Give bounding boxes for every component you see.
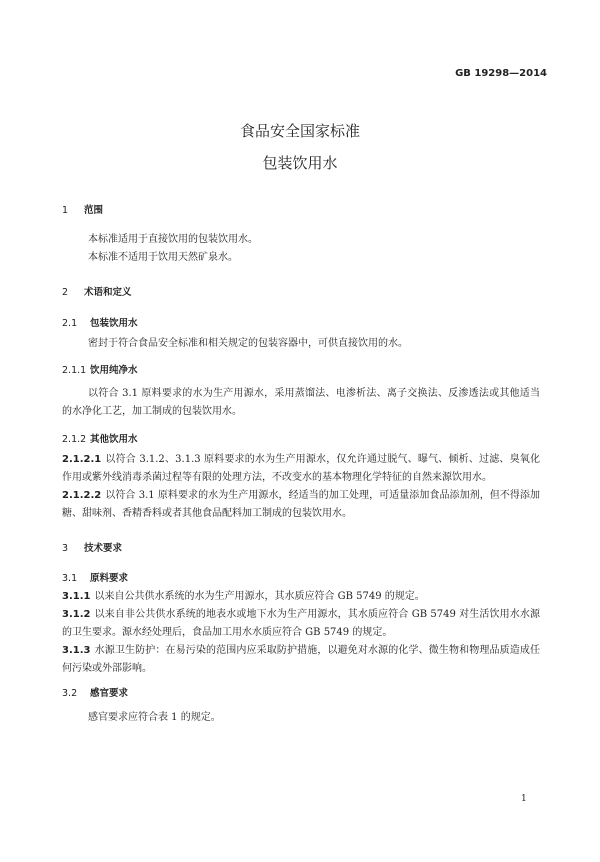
clause-3-1-2: [62, 606, 540, 642]
section-title: 术语和定义: [84, 287, 132, 298]
section-number: 3.2: [62, 688, 78, 699]
clause-text: 以符合 3.1.2、3.1.3 原料要求的水为生产用源水，仅允许通过脱气、曝气、倾析、过滤、臭氧化作用或紫外线消毒杀菌过程等有限的处理方法，不改变水的基本物理化学特征的自然来源饮用水。: [62, 454, 540, 483]
section-number: 3.1: [62, 573, 78, 584]
section-1-heading: [62, 202, 103, 216]
section-title: 技术要求: [84, 543, 123, 554]
clause-number: 2.1.2.2: [62, 490, 102, 501]
scope-paragraph-2: 本标准不适用于饮用天然矿泉水。: [88, 252, 238, 263]
document-subtitle: 包装饮用水: [262, 154, 338, 172]
clause-number: 3.1.3: [62, 645, 91, 656]
clause-3-1-3: [62, 642, 540, 678]
page-number: 1: [521, 794, 527, 804]
section-3-heading: [62, 540, 122, 554]
clause-text: 以符合 3.1 原料要求的水为生产用源水，经适当的加工处理，可适量添加食品添加剂，但不得添加糖、甜味剂、香精香料或者其他食品配料加工制成的包装饮用水。: [62, 490, 540, 519]
section-title: 原料要求: [90, 573, 129, 584]
scope-paragraph-1: 本标准适用于直接饮用的包装饮用水。: [88, 234, 258, 245]
sensory-requirement-text: 感官要求应符合表 1 的规定。: [88, 712, 221, 723]
section-number: 2.1.2: [62, 434, 87, 445]
section-2-1-2-heading: [62, 431, 138, 445]
section-2-heading: [62, 284, 132, 298]
definition-2-1-1-text: 以符合 3.1 原料要求的水为生产用源水，采用蒸馏法、电渗析法、离子交换法、反渗透法或其他适当的水净化工艺，加工制成的包装饮用水。: [62, 388, 540, 417]
section-number: 2.1: [62, 318, 78, 329]
clause-number: 3.1.2: [62, 609, 91, 620]
section-2-1-heading: [62, 315, 138, 329]
clause-number: 2.1.2.1: [62, 454, 102, 465]
section-3-1-heading: [62, 570, 128, 584]
section-title: 感官要求: [90, 688, 129, 699]
section-title: 其他饮用水: [90, 434, 138, 445]
clause-text: 水源卫生防护：在易污染的范围内应采取防护措施，以避免对水源的化学、微生物和物理品质造成任何污染或外部影响。: [62, 645, 540, 674]
document-title: 食品安全国家标准: [239, 122, 360, 140]
section-title: 饮用纯净水: [90, 365, 138, 376]
section-number: 1: [62, 205, 69, 216]
section-number: 2.1.1: [62, 365, 87, 376]
section-title: 范围: [84, 205, 104, 216]
standard-code: GB 19298—2014: [455, 68, 547, 79]
clause-text: 以来自非公共供水系统的地表水或地下水为生产用源水，其水质应符合 GB 5749 对生活饮用水水源的卫生要求。源水经处理后，食品加工用水水质应符合 GB 5749 的规定。: [62, 609, 540, 638]
section-3-2-heading: [62, 685, 128, 699]
clause-text: 以来自公共供水系统的水为生产用源水，其水质应符合 GB 5749 的规定。: [94, 591, 425, 602]
section-number: 3: [62, 543, 69, 554]
definition-2-1-2-1: [62, 451, 540, 487]
clause-3-1-1: [62, 588, 540, 606]
clause-number: 3.1.1: [62, 591, 91, 602]
section-number: 2: [62, 287, 69, 298]
definition-2-1-text: 密封于符合食品安全标准和相关规定的包装容器中，可供直接饮用的水。: [88, 338, 408, 349]
section-2-1-1-heading: [62, 362, 138, 376]
definition-2-1-2-2: [62, 487, 540, 523]
section-title: 包装饮用水: [90, 318, 138, 329]
